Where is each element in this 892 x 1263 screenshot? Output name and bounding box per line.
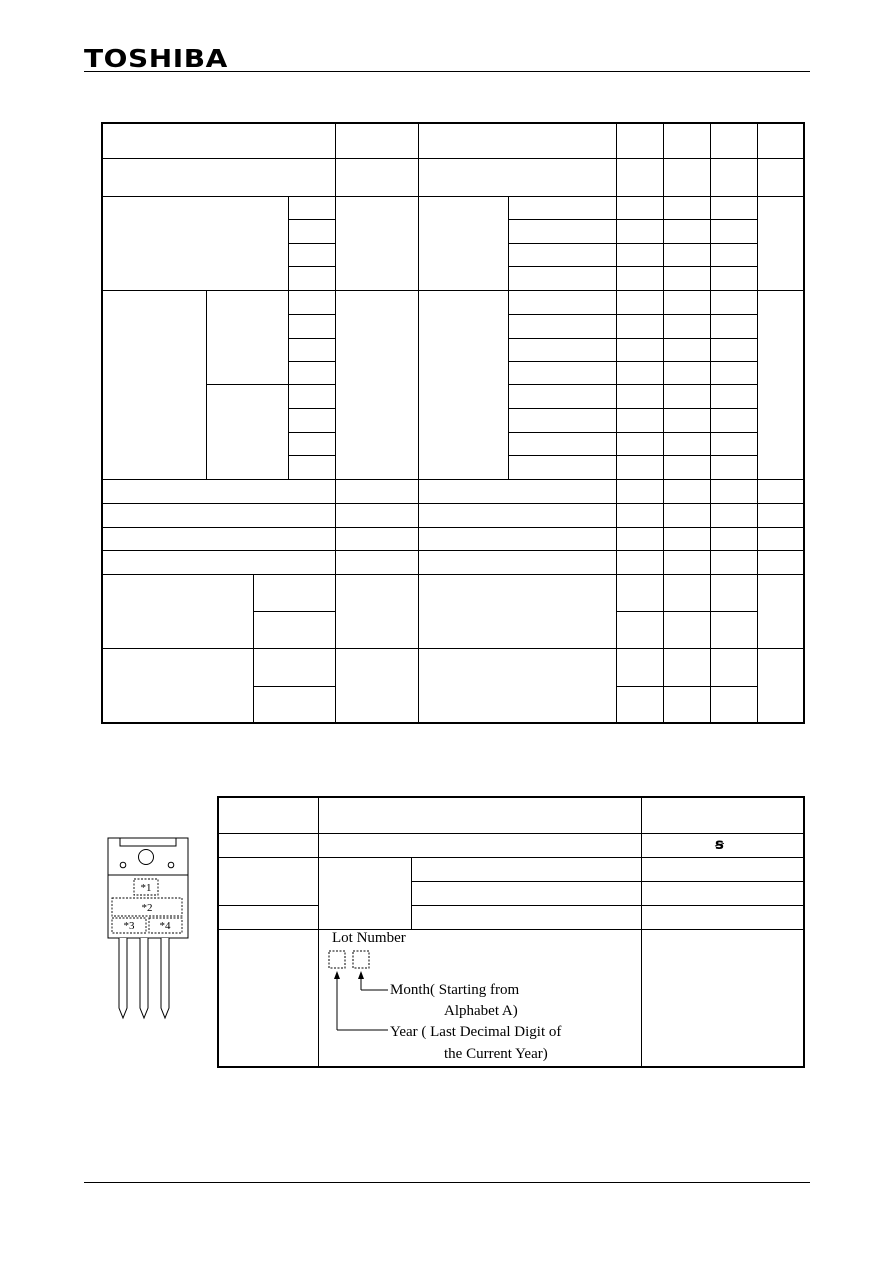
- sub-row-line: [288, 219, 335, 220]
- marking-row-line: [411, 881, 804, 882]
- marker-label-2: *2: [141, 902, 153, 914]
- lot-number-label: Lot Number: [332, 930, 406, 946]
- marker-label-3: *3: [123, 920, 135, 932]
- col-line-min: [616, 123, 617, 723]
- lead-1: [119, 938, 127, 1018]
- marking-row-line: [218, 857, 804, 858]
- lead-2: [140, 938, 148, 1018]
- col-line-symbol: [335, 123, 336, 723]
- sub-row-line: [288, 314, 335, 315]
- marking-row-line: [218, 905, 318, 906]
- sub-row-line: [616, 611, 757, 612]
- sub-row-line: [508, 219, 757, 220]
- sub-row-line: [508, 243, 757, 244]
- sub-row-line: [288, 338, 335, 339]
- sub-row-line: [288, 361, 335, 362]
- sub-row-line: [253, 686, 335, 687]
- sub-row-line: [288, 384, 335, 385]
- month-note-line-1: Month( Starting from: [390, 982, 520, 998]
- col-line-condition: [418, 123, 419, 723]
- header-rule: [84, 71, 810, 72]
- marker-label-1: *1: [140, 882, 152, 894]
- marking-row-line: [218, 929, 804, 930]
- col-line-max: [710, 123, 711, 723]
- sub-row-line: [253, 611, 335, 612]
- col-line-typ: [663, 123, 664, 723]
- year-note-line-2: the Current Year): [444, 1046, 548, 1062]
- lead-3: [161, 938, 169, 1018]
- sub-row-line: [206, 384, 288, 385]
- row-line: [102, 503, 804, 504]
- sub-row-line: [288, 408, 335, 409]
- sub-row-line: [288, 243, 335, 244]
- col-line-unit: [757, 123, 758, 723]
- year-note-line-1: Year ( Last Decimal Digit of: [390, 1024, 562, 1040]
- sub-row-line: [508, 432, 757, 433]
- footer-rule: [84, 1182, 810, 1183]
- sub-row-line: [288, 432, 335, 433]
- marking-sub-col-line: [411, 857, 412, 929]
- sub-row-line: [508, 408, 757, 409]
- marking-row-line: [411, 905, 804, 906]
- row-line: [102, 550, 804, 551]
- month-note-line-2: Alphabet A): [444, 1003, 518, 1019]
- row-line: [102, 527, 804, 528]
- package-drawing: [100, 830, 200, 1025]
- row-line: [102, 290, 804, 291]
- row-line: [102, 574, 804, 575]
- sub-row-line: [288, 455, 335, 456]
- toshiba-logo: TOSHIBA: [84, 44, 228, 73]
- marking-col-line: [318, 797, 319, 1067]
- row-line: [102, 648, 804, 649]
- marker-label-4: *4: [159, 920, 171, 932]
- toshiba-trademark-icon: ꞩ: [715, 835, 724, 853]
- sub-row-line: [508, 361, 757, 362]
- sub-row-line: [508, 455, 757, 456]
- lot-number-diagram: [326, 948, 390, 1038]
- header-row-line: [102, 158, 804, 159]
- row-line: [102, 196, 804, 197]
- marking-col-line: [641, 797, 642, 1067]
- row-line: [102, 479, 804, 480]
- sub-row-line: [616, 686, 757, 687]
- sub-row-line: [508, 384, 757, 385]
- sub-row-line: [508, 266, 757, 267]
- sub-row-line: [508, 338, 757, 339]
- sub-row-line: [508, 314, 757, 315]
- sub-row-line: [288, 266, 335, 267]
- marking-row-line: [218, 833, 804, 834]
